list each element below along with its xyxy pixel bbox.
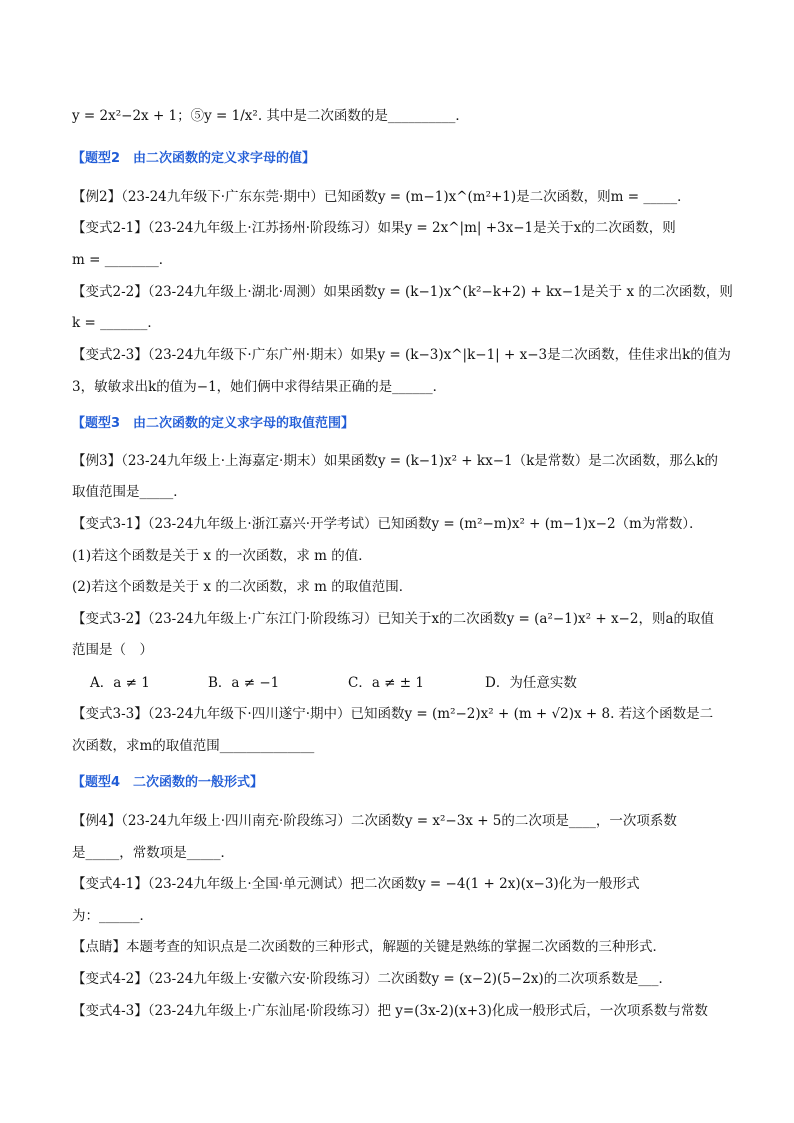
variant-2-3-line-1: 【变式2-3】（23-24九年级下·广东广州·期末）如果y = (k−3)x^|k−1| + x−3是二次函数，佳佳求出k的值为 [72, 347, 731, 363]
section-heading-4: 【题型4 二次函数的一般形式】 [72, 775, 264, 790]
choice-options [90, 673, 730, 693]
variant-4-1-line-1: 【变式4-1】（23-24九年级上·全国·单元测试）把二次函数y = −4(1 + 2x)(x−3)化为一般形式 [72, 876, 640, 892]
example-2: 【例2】（23-24九年级下·广东东莞·期中）已知函数y = (m−1)x^(m²+1)是二次函数，则m = _____． [72, 189, 691, 205]
example-3-line-1: 【例3】（23-24九年级上·上海嘉定·期末）如果函数y = (k−1)x² + kx−1（k是常数）是二次函数，那么k的 [72, 453, 718, 469]
section-heading-3: 【题型3 由二次函数的定义求字母的取值范围】 [72, 416, 355, 431]
variant-3-1-part-2: (2)若这个函数是关于 x 的二次函数，求 m 的取值范围． [72, 579, 413, 595]
variant-3-1-part-1: (1)若这个函数是关于 x 的一次函数，求 m 的值． [72, 548, 372, 564]
option-b: B．a ≠ −1 [208, 675, 280, 691]
option-c: C．a ≠ ± 1 [348, 675, 424, 691]
variant-2-1-line-1: 【变式2-1】（23-24九年级上·江苏扬州·阶段练习）如果y = 2x^|m| +3x−1是关于x的二次函数，则 [72, 220, 676, 236]
variant-2-3-line-2: 3，敏敏求出k的值为−1，她们俩中求得结果正确的是______． [72, 379, 447, 395]
line-1: y = 2x²−2x + 1；⑤y = 1/x². 其中是二次函数的是__________． [72, 108, 469, 124]
variant-2-2-line-2: k = _______． [72, 315, 161, 331]
key-point-note: 【点睛】本题考查的知识点是二次函数的三种形式，解题的关键是熟练的掌握二次函数的三种形式． [72, 939, 666, 955]
variant-3-1-line-1: 【变式3-1】（23-24九年级上·浙江嘉兴·开学考试）已知函数y = (m²−m)x² + (m−1)x−2（m为常数）． [72, 516, 703, 532]
variant-4-2: 【变式4-2】（23-24九年级上·安徽六安·阶段练习）二次函数y = (x−2)(5−2x)的二次项系数是___． [72, 971, 672, 987]
variant-2-1-line-2: m = ________． [72, 252, 173, 268]
variant-4-1-line-2: 为：______． [72, 908, 153, 924]
example-4-line-1: 【例4】（23-24九年级上·四川南充·阶段练习）二次函数y = x²−3x + 5的二次项是____，一次项系数 [72, 813, 677, 829]
option-a: A．a ≠ 1 [90, 675, 150, 691]
example-4-line-2: 是_____，常数项是_____． [72, 845, 234, 861]
variant-3-2-line-2: 范围是（ ） [72, 642, 153, 658]
variant-2-2-line-1: 【变式2-2】（23-24九年级上·湖北·周测）如果函数y = (k−1)x^(k²−k+2) + kx−1是关于 x 的二次函数，则 [72, 284, 733, 300]
option-d: D．为任意实数 [485, 675, 577, 691]
variant-4-3: 【变式4-3】（23-24九年级上·广东汕尾·阶段练习）把 y=(3x-2)(x+3)化成一般形式后，一次项系数与常数 [72, 1003, 708, 1019]
example-3-line-2: 取值范围是_____． [72, 484, 187, 500]
section-heading-2: 【题型2 由二次函数的定义求字母的值】 [72, 151, 316, 166]
variant-3-3-line-1: 【变式3-3】（23-24九年级下·四川遂宁·期中）已知函数y = (m²−2)x² + (m + √2)x + 8. 若这个函数是二 [72, 706, 714, 722]
variant-3-2-line-1: 【变式3-2】（23-24九年级上·广东江门·阶段练习）已知关于x的二次函数y = (a²−1)x² + x−2，则a的取值 [72, 611, 715, 627]
variant-3-3-line-2: 次函数，求m的取值范围______________ [72, 738, 315, 754]
